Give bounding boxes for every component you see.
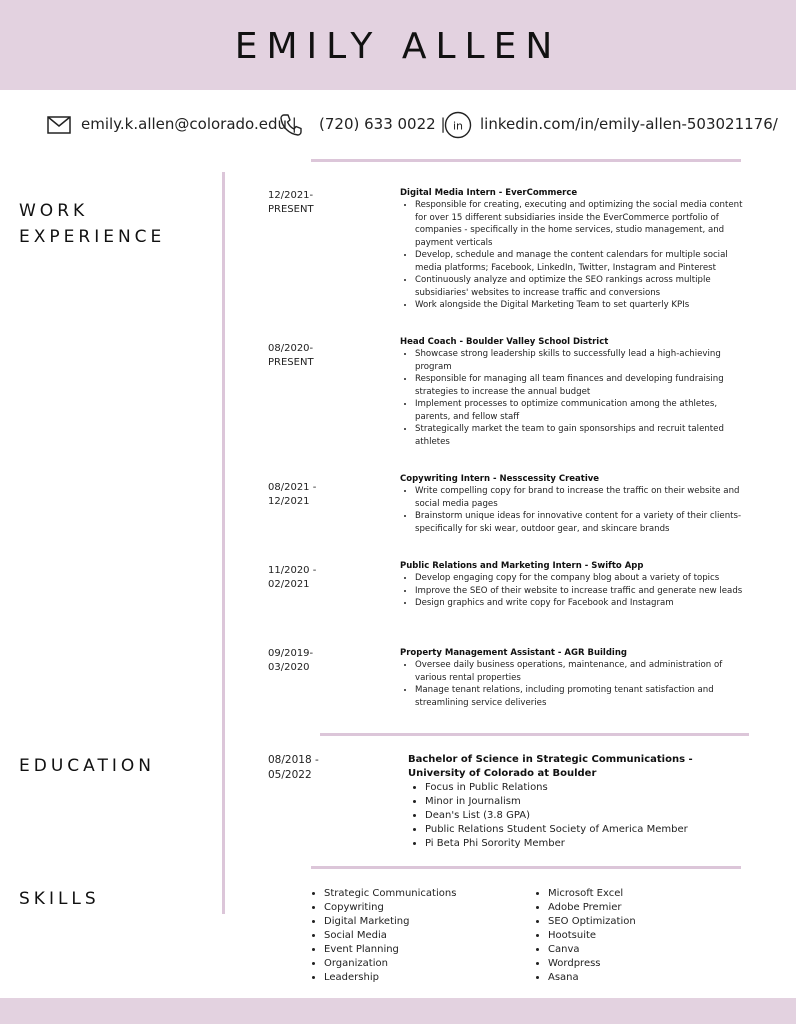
job-5-title: Property Management Assistant - AGR Building bbox=[400, 648, 627, 658]
skill-item: • Asana bbox=[548, 971, 636, 985]
job-4 bbox=[400, 560, 750, 610]
job-1 bbox=[400, 187, 750, 312]
job-1-bullet: • Continuously analyze and optimize the SEO rankings across multiple subsidiaries' websites to increase traffic and conversions bbox=[415, 274, 750, 299]
job-4-bullet: • Design graphics and write copy for Facebook and Instagram bbox=[415, 597, 750, 610]
job-4-date-start: 11/2020 - bbox=[268, 565, 317, 576]
vertical-divider bbox=[222, 172, 225, 914]
job-3-date bbox=[268, 481, 348, 509]
job-4-date-end: 02/2021 bbox=[268, 579, 310, 590]
job-1-title: Digital Media Intern - EverCommerce bbox=[400, 188, 578, 198]
job-5-bullet: • Manage tenant relations, including promoting tenant satisfaction and streamlining service deliveries bbox=[415, 684, 750, 709]
footer-band bbox=[0, 998, 796, 1024]
job-4-bullet: • Develop engaging copy for the company blog about a variety of topics bbox=[415, 572, 750, 585]
job-5-date-end: 03/2020 bbox=[268, 662, 310, 673]
job-1-date-end: PRESENT bbox=[268, 204, 314, 215]
skill-item: • SEO Optimization bbox=[548, 915, 636, 929]
section-title-work-line1: WORK bbox=[19, 201, 89, 221]
mail-icon bbox=[47, 116, 71, 134]
education-entry bbox=[408, 753, 708, 851]
skill-item: • Hootsuite bbox=[548, 929, 636, 943]
job-1-date-start: 12/2021- bbox=[268, 190, 314, 201]
education-bullet: • Pi Beta Phi Sorority Member bbox=[425, 837, 708, 851]
divider-education bbox=[320, 733, 749, 736]
job-2 bbox=[400, 336, 750, 448]
contact-email[interactable]: emily.k.allen@colorado.edu | bbox=[81, 115, 297, 133]
education-date-end: 05/2022 bbox=[268, 769, 312, 781]
skill-item: • Strategic Communications bbox=[324, 887, 456, 901]
job-2-date-start: 08/2020- bbox=[268, 343, 314, 354]
divider-top bbox=[311, 159, 741, 162]
job-1-bullet: • Work alongside the Digital Marketing Team to set quarterly KPIs bbox=[415, 299, 750, 312]
job-2-bullet: • Strategically market the team to gain sponsorships and recruit talented athletes bbox=[415, 423, 750, 448]
job-2-date bbox=[268, 342, 348, 370]
education-title-line1: Bachelor of Science in Strategic Communications - bbox=[408, 754, 693, 765]
job-4-date bbox=[268, 564, 348, 592]
skill-item: • Event Planning bbox=[324, 943, 456, 957]
education-bullet: • Focus in Public Relations bbox=[425, 781, 708, 795]
job-4-bullet: • Improve the SEO of their website to increase traffic and generate new leads bbox=[415, 585, 750, 598]
job-4-title: Public Relations and Marketing Intern - Swifto App bbox=[400, 561, 644, 571]
skill-item: • Microsoft Excel bbox=[548, 887, 636, 901]
education-title-line2: University of Colorado at Boulder bbox=[408, 768, 597, 779]
skills-column-2 bbox=[535, 887, 636, 985]
skill-item: • Social Media bbox=[324, 929, 456, 943]
skills-column-1 bbox=[311, 887, 456, 985]
skill-item: • Organization bbox=[324, 957, 456, 971]
job-5 bbox=[400, 647, 750, 709]
contact-bar bbox=[0, 110, 796, 140]
job-3-date-start: 08/2021 - bbox=[268, 482, 317, 493]
job-5-bullet: • Oversee daily business operations, maintenance, and administration of various rental properties bbox=[415, 659, 750, 684]
job-2-bullet: • Showcase strong leadership skills to successfully lead a high-achieving program bbox=[415, 348, 750, 373]
section-title-skills: SKILLS bbox=[19, 889, 100, 909]
phone-icon bbox=[279, 113, 303, 137]
job-5-date bbox=[268, 647, 348, 675]
section-title-education: EDUCATION bbox=[19, 756, 155, 776]
linkedin-icon bbox=[444, 111, 472, 139]
job-3-bullet: • Write compelling copy for brand to increase the traffic on their website and social media pages bbox=[415, 485, 750, 510]
skill-item: • Digital Marketing bbox=[324, 915, 456, 929]
skill-item: • Adobe Premier bbox=[548, 901, 636, 915]
job-3-bullet: • Brainstorm unique ideas for innovative content for a variety of their clients- specifically for ski wear, outdoor gear, and skincare brands bbox=[415, 510, 750, 535]
divider-skills bbox=[311, 866, 741, 869]
skill-item: • Wordpress bbox=[548, 957, 636, 971]
resume-name: EMILY ALLEN bbox=[234, 26, 562, 67]
education-bullet: • Dean's List (3.8 GPA) bbox=[425, 809, 708, 823]
skill-item: • Copywriting bbox=[324, 901, 456, 915]
skill-item: • Leadership bbox=[324, 971, 456, 985]
skill-item: • Canva bbox=[548, 943, 636, 957]
svg-text:in: in bbox=[452, 119, 464, 133]
education-date-start: 08/2018 - bbox=[268, 754, 319, 766]
job-3 bbox=[400, 473, 750, 535]
education-bullet: • Minor in Journalism bbox=[425, 795, 708, 809]
job-1-bullet: • Responsible for creating, executing and optimizing the social media content for over 15 different subsidiaries inside the EverCommerce portfolio of companies - specifically in the home services, studio management, and payment verticals bbox=[415, 199, 750, 249]
contact-linkedin[interactable]: linkedin.com/in/emily-allen-503021176/ bbox=[480, 115, 778, 133]
job-3-title: Copywriting Intern - Nesscessity Creative bbox=[400, 474, 600, 484]
education-date bbox=[268, 753, 348, 783]
section-title-work bbox=[19, 198, 165, 250]
job-3-date-end: 12/2021 bbox=[268, 496, 310, 507]
job-1-date bbox=[268, 189, 348, 217]
job-2-bullet: • Implement processes to optimize communication among the athletes, parents, and fellow staff bbox=[415, 398, 750, 423]
job-2-title: Head Coach - Boulder Valley School District bbox=[400, 337, 609, 347]
job-5-date-start: 09/2019- bbox=[268, 648, 314, 659]
job-2-date-end: PRESENT bbox=[268, 357, 314, 368]
job-1-bullet: • Develop, schedule and manage the content calendars for multiple social media platforms; Facebook, LinkedIn, Twitter, Instagram and Pinterest bbox=[415, 249, 750, 274]
header-band bbox=[0, 0, 796, 90]
education-bullet: • Public Relations Student Society of America Member bbox=[425, 823, 708, 837]
contact-phone[interactable]: (720) 633 0022 | bbox=[319, 115, 446, 133]
job-2-bullet: • Responsible for managing all team finances and developing fundraising strategies to increase the annual budget bbox=[415, 373, 750, 398]
section-title-work-line2: EXPERIENCE bbox=[19, 227, 166, 247]
